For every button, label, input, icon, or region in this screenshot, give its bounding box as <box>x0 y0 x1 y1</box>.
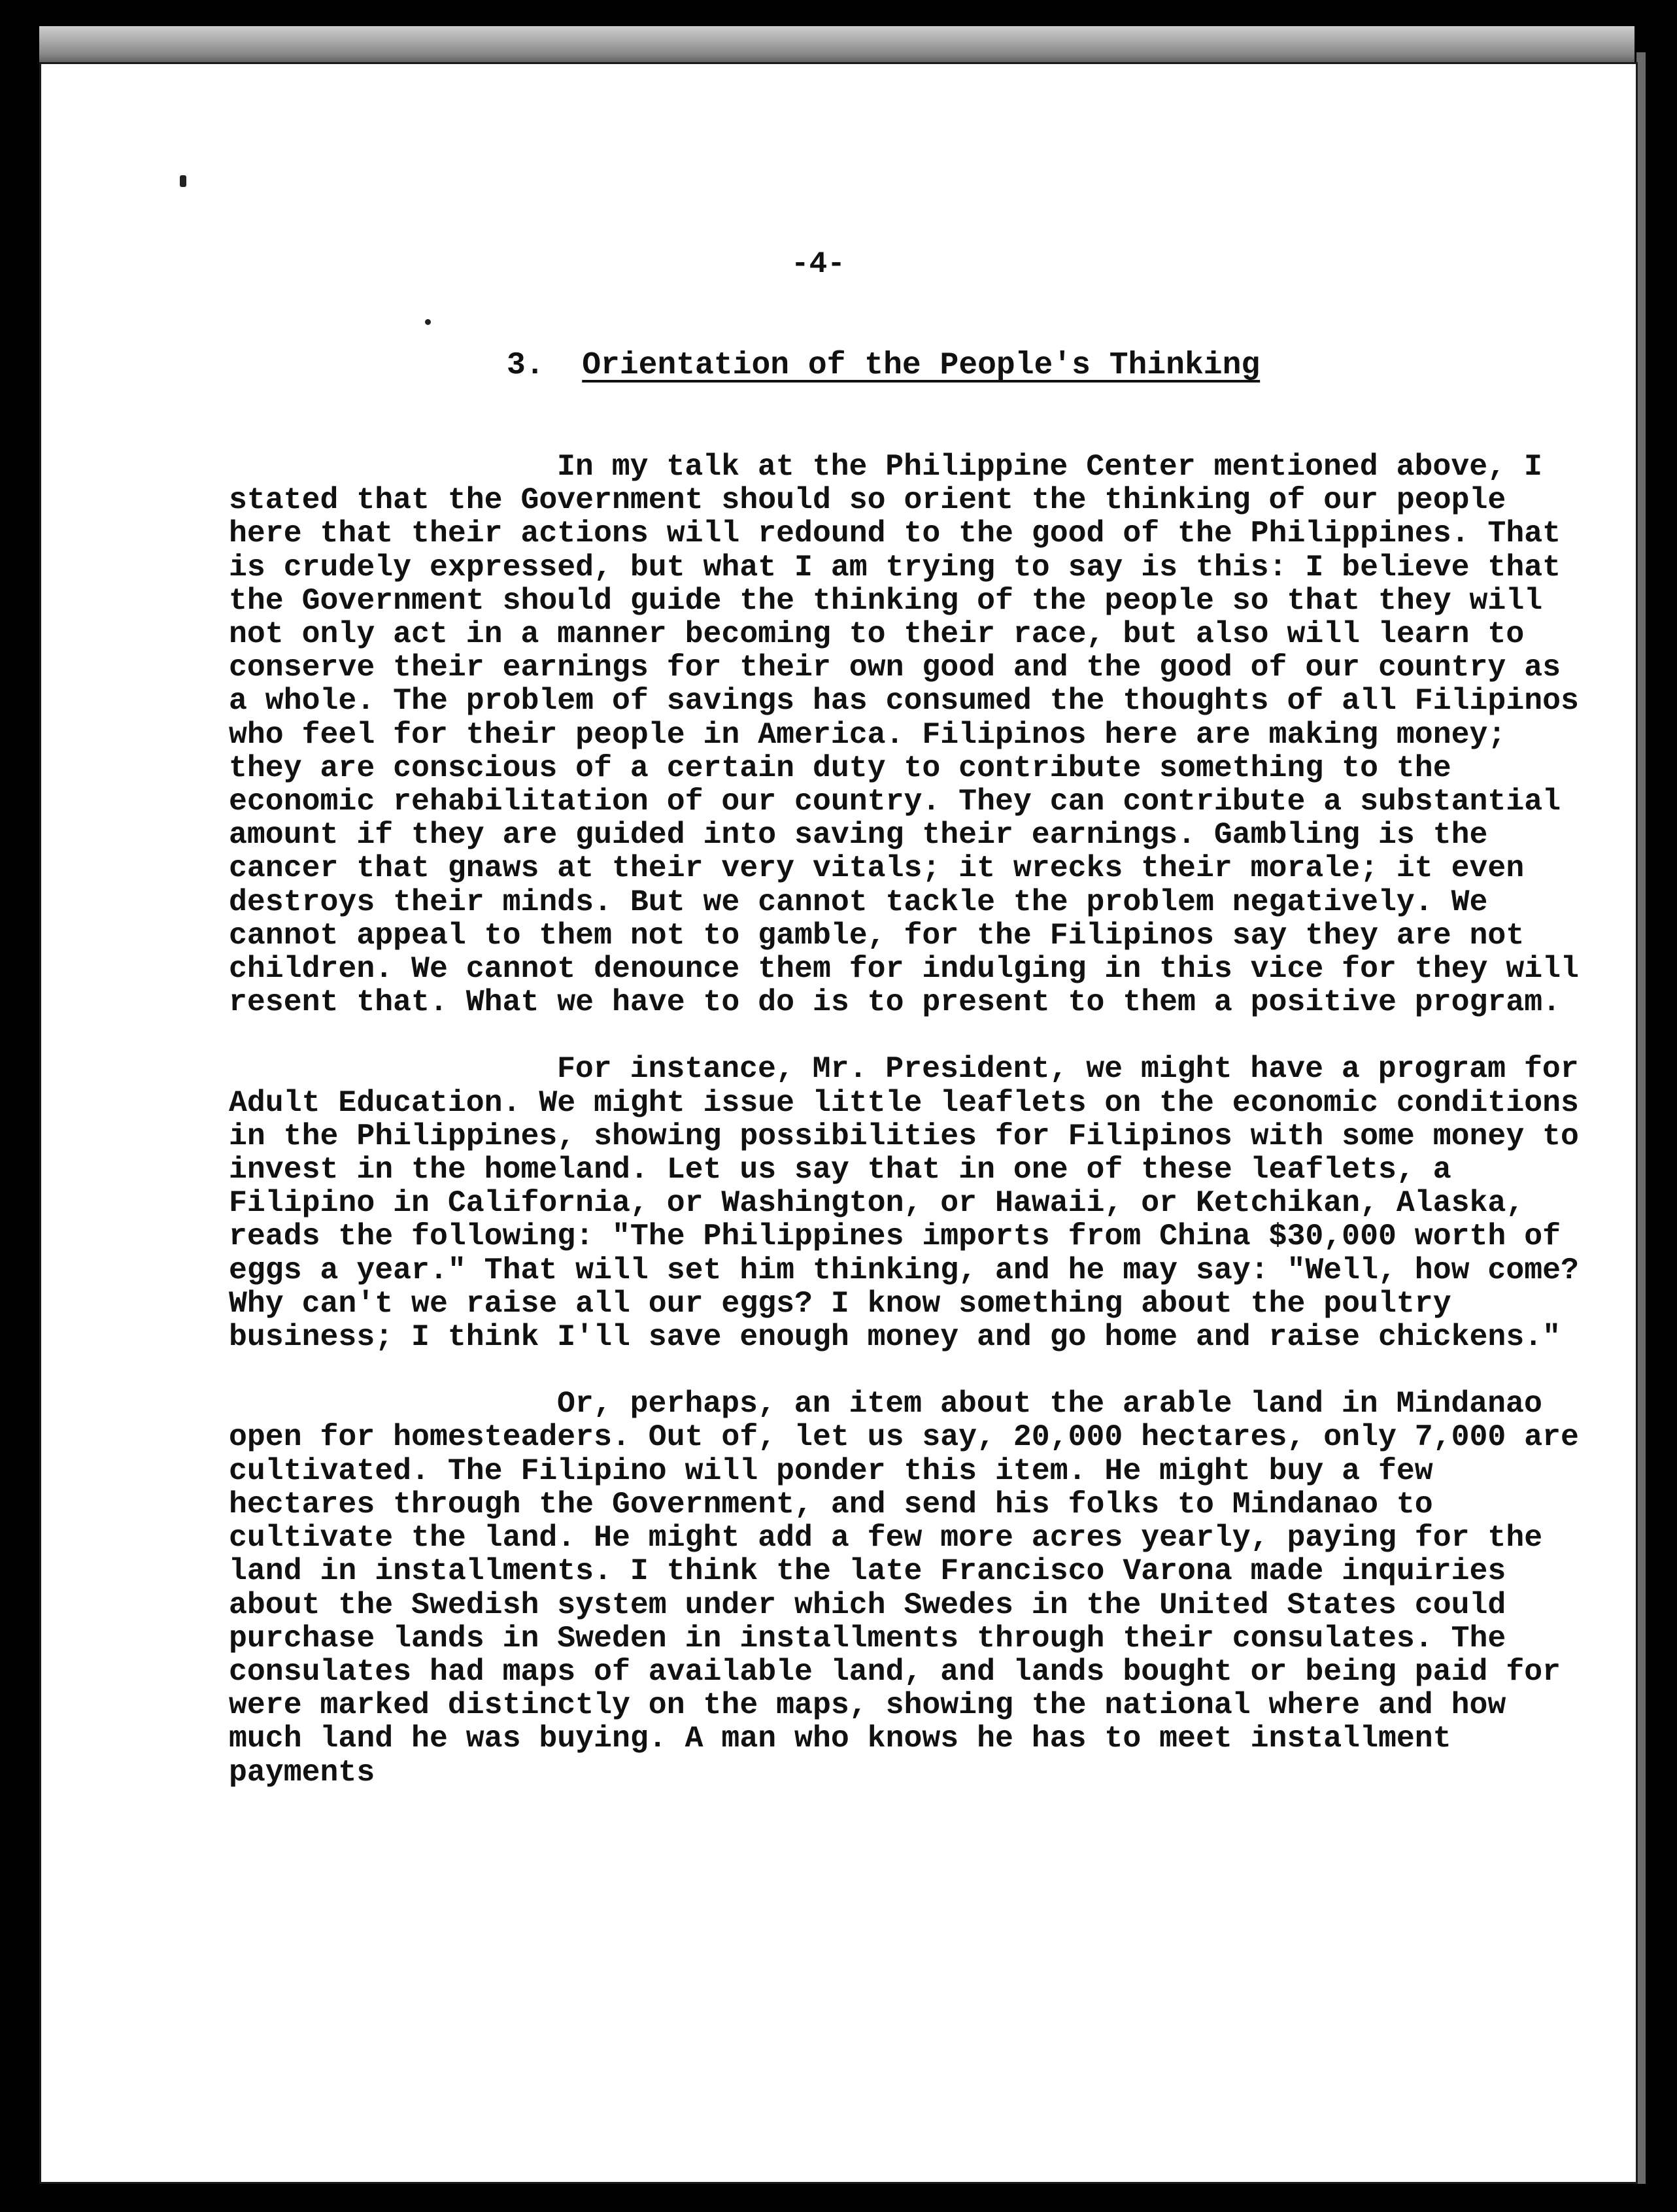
paragraph-mindanao-land: Or, perhaps, an item about the arable land in Mindanao open for homesteaders. Out of, let us say, 20,000 hectares, only 7,000 are cultivated. The Filipino will ponder this item. He might buy a few hectares through the Government, and send his folks to Mindanao to cultivate the land. He might add a few more acres yearly, paying for the land in installments. I think the late Francisco Varona made inquiries about the Swedish system under which Swedes in the United States could purchase lands in Sweden in installments through their consulates. The consulates had maps of available land, and lands bought or being paid for were marked distinctly on the maps, showing the national where and how much land he was buying. A man who knows he has to meet installment payments <box>229 1386 1579 1790</box>
page-number: -4- <box>791 247 845 281</box>
scan-right-edge <box>1636 52 1646 2184</box>
scan-top-edge <box>39 26 1635 65</box>
section-heading <box>507 348 1260 383</box>
document-body <box>229 450 1595 1822</box>
stray-mark <box>425 319 431 325</box>
section-number: 3. <box>507 348 545 383</box>
section-title: Orientation of the People's Thinking <box>582 348 1261 383</box>
paragraph-adult-education: For instance, Mr. President, we might have a program for Adult Education. We might issue little leaflets on the economic conditions in the Philippines, showing possibilities for Filipinos with some money to invest in the homeland. Let us say that in one of these leaflets, a Filipino in California, or Washington, or Hawaii, or Ketchikan, Alaska, reads the following: "The Philippines imports from China $30,000 worth of eggs a year." That will set him thinking, and he may say: "Well, how come? Why can't we raise all our eggs? I know something about the poultry business; I think I'll save enough money and go home and raise chickens." <box>229 1051 1579 1355</box>
paragraph-orientation: In my talk at the Philippine Center mentioned above, I stated that the Government should so orient the thinking of our people here that their actions will redound to the good of the Philippines. That is crudely expressed, but what I am trying to say is this: I believe that the Government should guide the thinking of the people so that they will not only act in a manner becoming to their race, but also will learn to conserve their earnings for their own good and the good of our country as a whole. The problem of savings has consumed the thoughts of all Filipinos who feel for their people in America. Filipinos here are making money; they are conscious of a certain duty to contribute something to the economic rehabilitation of our country. They can contribute a substantial amount if they are guided into saving their earnings. Gambling is the cancer that gnaws at their very vitals; it wrecks their morale; it even destroys their minds. But we cannot tackle the problem negatively. We cannot appeal to them not to gamble, for the Filipinos say they are not children. We cannot denounce them for indulging in this vice for they will resent that. What we have to do is to present to them a positive program. <box>229 449 1579 1020</box>
margin-mark <box>180 175 186 187</box>
